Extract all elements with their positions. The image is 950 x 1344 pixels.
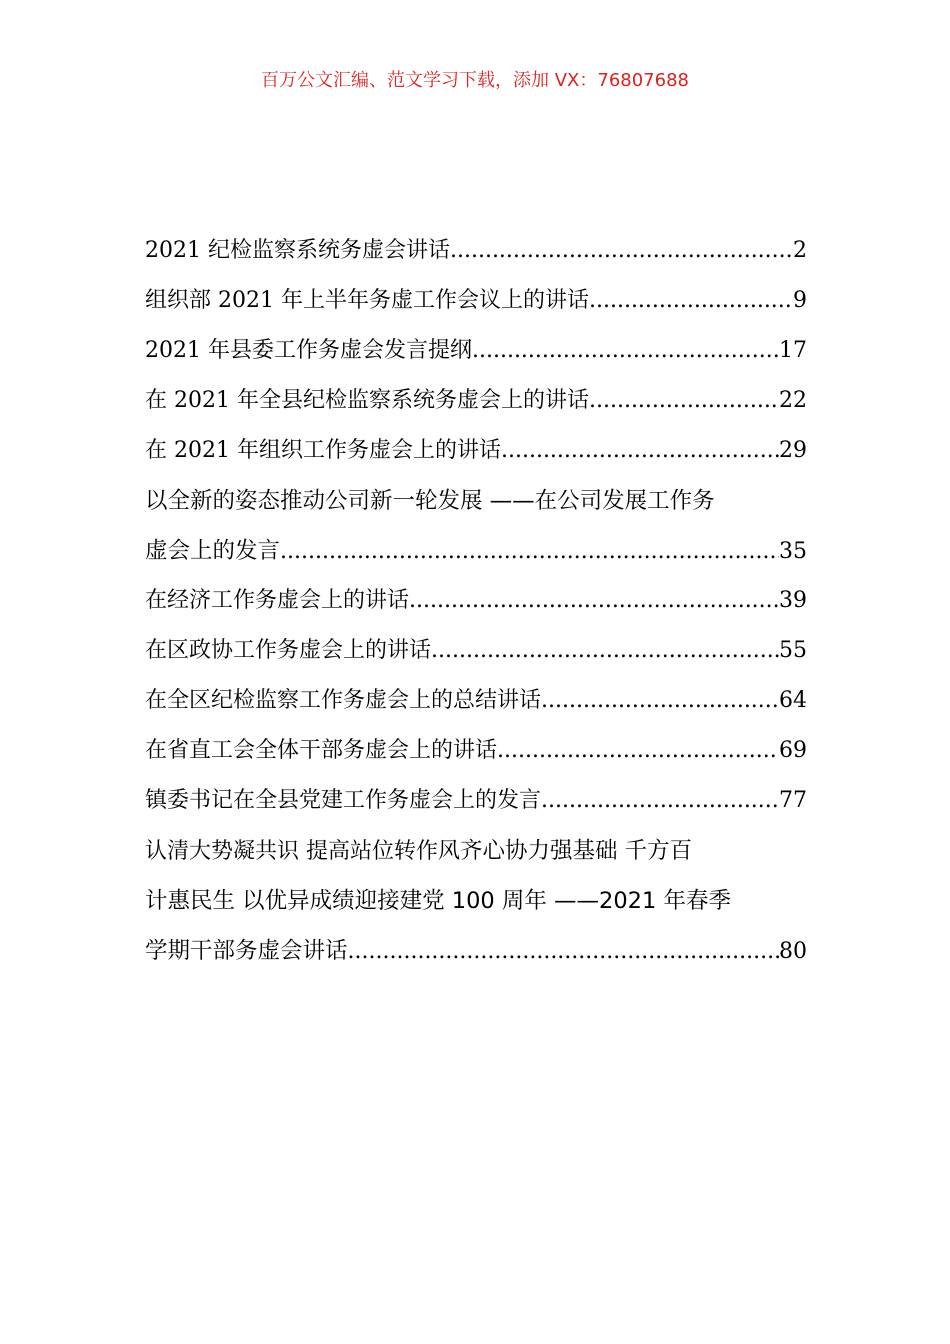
toc-leader-dots [541, 676, 779, 726]
toc-entry[interactable] [145, 476, 807, 576]
toc-entry-title: 在全区纪检监察工作务虚会上的总结讲话 [145, 688, 542, 713]
toc-leader-dots [472, 326, 779, 376]
table-of-contents [145, 226, 807, 976]
toc-entry-title: 2021 年县委工作务虚会发言提纲 [145, 338, 472, 363]
toc-entry-page: 29 [779, 438, 807, 463]
toc-entry[interactable] [145, 326, 807, 376]
toc-entry-title: 2021 纪检监察系统务虚会讲话 [145, 238, 450, 263]
toc-leader-dots [589, 276, 793, 326]
toc-entry-title: 在省直工会全体干部务虚会上的讲话 [145, 738, 498, 763]
toc-leader-dots [280, 527, 779, 577]
toc-entry[interactable] [145, 676, 807, 726]
toc-entry[interactable] [145, 226, 807, 276]
toc-entry-title: 在经济工作务虚会上的讲话 [145, 588, 410, 613]
toc-entry-page: 35 [779, 539, 807, 564]
toc-entry[interactable] [145, 276, 807, 326]
toc-leader-dots [450, 226, 793, 276]
toc-leader-dots [497, 726, 779, 776]
toc-leader-dots [541, 776, 779, 826]
toc-entry-title-line2: 虚会上的发言 [145, 538, 281, 564]
toc-entry-title: 在 2021 年全县纪检监察系统务虚会上的讲话 [145, 388, 589, 413]
toc-entry-page: 80 [779, 939, 807, 964]
toc-entry-title-line1: 以全新的姿态推动公司新一轮发展 ——在公司发展工作务 [145, 488, 715, 514]
toc-entry[interactable] [145, 726, 807, 776]
toc-entry[interactable] [145, 626, 807, 676]
toc-entry[interactable] [145, 376, 807, 426]
toc-entry-page: 39 [779, 588, 807, 613]
toc-leader-dots [409, 576, 779, 626]
toc-entry-page: 64 [779, 688, 807, 713]
toc-entry[interactable] [145, 776, 807, 826]
toc-entry[interactable] [145, 576, 807, 626]
toc-entry[interactable] [145, 826, 807, 976]
toc-entry-page: 17 [779, 338, 807, 363]
toc-entry-page: 2 [793, 238, 807, 263]
toc-entry[interactable] [145, 426, 807, 476]
toc-leader-dots [348, 927, 779, 977]
toc-entry-title: 在区政协工作务虚会上的讲话 [145, 638, 432, 663]
toc-leader-dots [431, 626, 779, 676]
toc-entry-title-line1-sans: 齐心协力强基础 千方百 [460, 838, 693, 864]
toc-entry-title: 在 2021 年组织工作务虚会上的讲话 [145, 438, 501, 463]
header-promo-text: 百万公文汇编、范文学习下载，添加 VX：76807688 [261, 70, 689, 91]
toc-entry-page: 55 [779, 638, 807, 663]
toc-entry-title-line1-serif: 认清大势凝共识 提高站位转作风 [145, 839, 460, 864]
toc-entry-title-line3: 学期干部务虚会讲话 [145, 938, 348, 964]
toc-entry-page: 69 [779, 738, 807, 763]
toc-entry-title: 镇委书记在全县党建工作务虚会上的发言 [145, 788, 542, 813]
toc-entry-page: 9 [793, 288, 807, 313]
toc-leader-dots [501, 426, 779, 476]
toc-entry-title: 组织部 2021 年上半年务虚工作会议上的讲话 [145, 288, 589, 313]
toc-entry-page: 77 [779, 788, 807, 813]
toc-entry-title-line2: 计惠民生 以优异成绩迎接建党 100 周年 ——2021 年春季 [145, 888, 731, 914]
toc-leader-dots [589, 376, 779, 426]
toc-entry-page: 22 [779, 388, 807, 413]
